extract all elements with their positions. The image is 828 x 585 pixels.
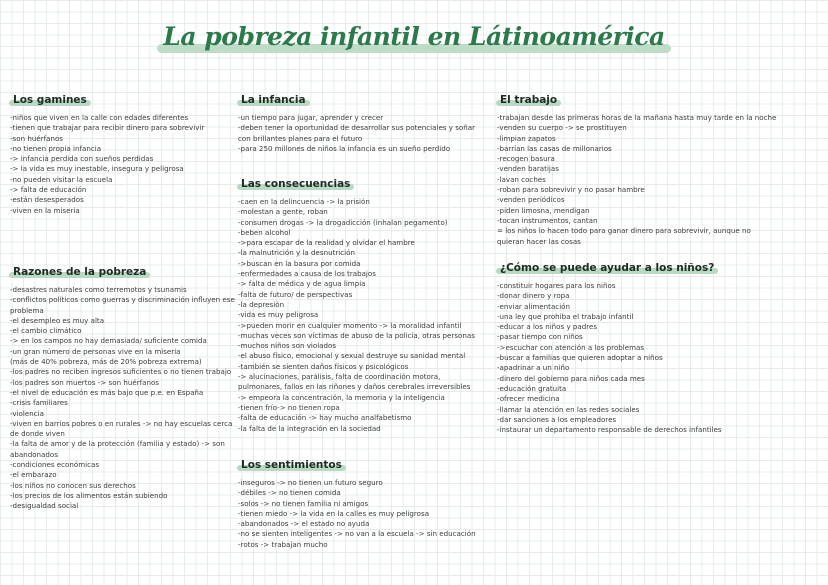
list-item: -> alucinaciones, parálisis, falta de coordinación motora, pulmonares, fallos en las riñones y daños cerebrales irreversibles	[238, 372, 471, 392]
page-title	[157, 22, 670, 51]
list-item: -enviar alimentación	[497, 301, 571, 311]
list-item: -la falta de amor y de la protección (familia y estado) -> son abandonados	[10, 439, 225, 459]
list-item: -abandonados -> el estado no ayuda	[238, 519, 370, 529]
section-ayudar	[497, 256, 777, 435]
list-item: -desigualdad social	[10, 501, 79, 511]
list-item: -los padres no reciben ingresos suficientes o no tienen trabajo	[10, 367, 232, 377]
list-item: -viven en la miseria	[10, 205, 80, 215]
list-item: -trabajan desde las primeras horas de la mañana hasta muy tarde en la noche	[497, 113, 777, 122]
list-item: -consumen drogas -> la drogadicción (inhalan pegamento)	[238, 217, 448, 227]
list-item: -el cambio climático	[10, 326, 82, 336]
section-heading: Los gamines	[10, 94, 90, 106]
list-item: -barrían las casas de millonarios	[497, 143, 612, 153]
list-item: -desastres naturales como terremotos y tsunamis	[10, 285, 187, 294]
list-item: -los padres son muertos -> son huérfanos	[10, 377, 159, 387]
list-item: (más de 40% pobreza, más de 20% pobreza extrema)	[10, 357, 202, 367]
section-heading: Los sentimientos	[238, 459, 345, 471]
section-consecuencias	[238, 172, 480, 434]
section-heading: El trabajo	[497, 94, 560, 106]
item-list	[10, 113, 232, 216]
section-sentimientos	[238, 453, 480, 550]
list-item: -roban para sobrevivir y no pasar hambre	[497, 185, 645, 195]
list-item: -> la vida es muy inestable, insegura y peligrosa	[10, 164, 184, 174]
list-item: -tienen que trabajar para recibir dinero para sobrevivir	[10, 123, 205, 133]
list-item: -vida es muy peligrosa	[238, 310, 319, 320]
list-item: ->buscan en la basura por comida	[238, 258, 361, 268]
list-item: -molestan a gente, roban	[238, 207, 328, 217]
list-item: -venden periódicos	[497, 195, 565, 205]
list-item: -no pueden visitar la escuela	[10, 174, 113, 184]
list-item: -no se sienten inteligentes -> no van a la escuela -> sin educación	[238, 529, 476, 539]
list-item: -tienen frío-> no tienen ropa	[238, 402, 340, 412]
section-heading: ¿Cómo se puede ayudar a los niños?	[497, 262, 717, 274]
list-item: ->pueden morir en cualquier momento -> la moralidad infantil	[238, 320, 462, 330]
list-item: -venden su cuerpo -> se prostituyen	[497, 123, 627, 133]
list-item: -> empeora la concentración, la memoria y la inteligencia	[238, 392, 445, 402]
section-gamines	[10, 88, 232, 216]
list-item: -conflictos políticos como guerras y discriminación influyen ese problema	[10, 295, 235, 315]
list-item: -beben alcohol	[238, 227, 291, 237]
list-item: -no tienen propia infancia	[10, 143, 102, 153]
list-item: -violencia	[10, 408, 44, 418]
list-item: -son huérfanos	[10, 133, 63, 143]
list-item: -instaurar un departamento responsable de derechos infantiles	[497, 425, 722, 435]
section-heading: Razones de la pobreza	[10, 266, 149, 278]
title-container	[0, 22, 828, 51]
list-item: -la falta de la integración en la sociedad	[238, 423, 381, 433]
list-item: -dar sanciones a los empleadores	[497, 414, 617, 424]
list-item: -inseguros -> no tienen un futuro seguro	[238, 478, 383, 487]
list-item: -falta de futuro/ de perspectivas	[238, 289, 353, 299]
list-item: -ofrecer medicina	[497, 394, 560, 404]
list-item: -para 250 millones de niños la infancia es un sueño perdido	[238, 143, 451, 153]
list-item: -dinero del gobierno para niños cada mes	[497, 373, 645, 383]
list-item: -> falta de médica y de agua limpia	[238, 279, 366, 289]
list-item: -un tiempo para jugar, aprender y crecer	[238, 113, 384, 122]
list-item: -pasar tiempo con niños	[497, 332, 583, 342]
list-item: ->escuchar con atención a los problemas	[497, 342, 645, 352]
list-item: ->para escapar de la realidad y olvidar el hambre	[238, 238, 415, 248]
section-heading: La infancia	[238, 94, 309, 106]
list-item: -el nivel de educación es más bajo que p.e. en España	[10, 387, 204, 397]
list-item: -apadrinar a un niño	[497, 363, 570, 373]
list-item: -> infancia perdida con sueños perdidas	[10, 154, 154, 164]
list-item: -enfermedades a causa de los trabajos	[238, 269, 376, 279]
list-item: -limpian zapatos	[497, 133, 556, 143]
item-list	[497, 113, 777, 247]
list-item: -deben tener la oportunidad de desarrollar sus potenciales y soñar con brillantes planes para el futuro	[238, 123, 476, 143]
item-list	[238, 113, 478, 154]
list-item: -condiciones económicas	[10, 460, 100, 470]
list-item: -solos -> no tienen familia ni amigos	[238, 498, 369, 508]
section-infancia	[238, 88, 478, 154]
list-item: -el embarazo	[10, 470, 57, 480]
list-item: -tienen miedo -> la vida en la calles es muy peligrosa	[238, 508, 430, 518]
list-item: -caen en la delincuencia -> la prisión	[238, 197, 370, 206]
list-item: -buscar a familias que quieren adoptar a niños	[497, 353, 663, 363]
list-item: -educar a los niños y padres	[497, 322, 598, 332]
list-item: -llamar la atención en las redes sociales	[497, 404, 640, 414]
item-list	[238, 478, 480, 550]
list-item: -rotos -> trabajan mucho	[238, 539, 328, 549]
list-item: -educación gratuita	[497, 383, 567, 393]
list-item: -los niños no conocen sus derechos	[10, 480, 136, 490]
list-item: -lavan coches	[497, 174, 546, 184]
list-item: -débiles -> no tienen comida	[238, 488, 341, 498]
list-item: -venden baratijas	[497, 164, 559, 174]
list-item: -niños que viven en la calle con edades diferentes	[10, 113, 189, 122]
list-item: -los precios de los alimentos están subiendo	[10, 490, 168, 500]
list-item: -constituir hogares para los niños	[497, 281, 616, 290]
list-item: -crisis familiares	[10, 398, 68, 408]
list-item: -piden limosna, mendigan	[497, 205, 590, 215]
list-item: -viven en barrios pobres o en rurales -> no hay escuelas cerca de donde viven	[10, 418, 233, 439]
section-razones	[10, 260, 235, 512]
list-item: -una ley que prohiba el trabajo infantil	[497, 311, 634, 321]
list-item: -falta de educación -> hay mucho analfabetismo	[238, 413, 412, 423]
section-heading: Las consecuencias	[238, 178, 353, 190]
list-item: -el abuso físico, emocional y sexual destruye su sanidad mental	[238, 351, 466, 361]
list-item: -> en los campos no hay demasiada/ suficiente comida	[10, 336, 207, 346]
list-item: -el desempleo es muy alta	[10, 315, 105, 325]
page-title-text: La pobreza infantil en Látinoamérica	[163, 22, 665, 51]
list-item: -> falta de educación	[10, 185, 87, 195]
item-list	[10, 285, 235, 512]
list-item: -también se sienten daños físicos y psicológicos	[238, 361, 409, 371]
list-item: -la malnutrición y la desnutrición	[238, 248, 355, 258]
list-item: -muchos niños son violados	[238, 341, 337, 351]
list-item: -recogen basura	[497, 154, 555, 164]
list-item: -tocan instrumentos, cantan	[497, 215, 598, 225]
list-item: = los niños lo hacen todo para ganar dinero para sobrevivir, aunque no quieran hacer las cosas	[497, 226, 751, 246]
list-item: -muchas veces son víctimas de abuso de la policía, otras personas	[238, 330, 475, 340]
item-list	[497, 281, 777, 435]
list-item: -la depresión	[238, 299, 285, 309]
list-item: -un gran número de personas vive en la miseria	[10, 346, 181, 356]
item-list	[238, 197, 480, 434]
section-trabajo	[497, 88, 777, 247]
list-item: -están desesperados	[10, 195, 84, 205]
list-item: -donar dinero y ropa	[497, 291, 570, 301]
